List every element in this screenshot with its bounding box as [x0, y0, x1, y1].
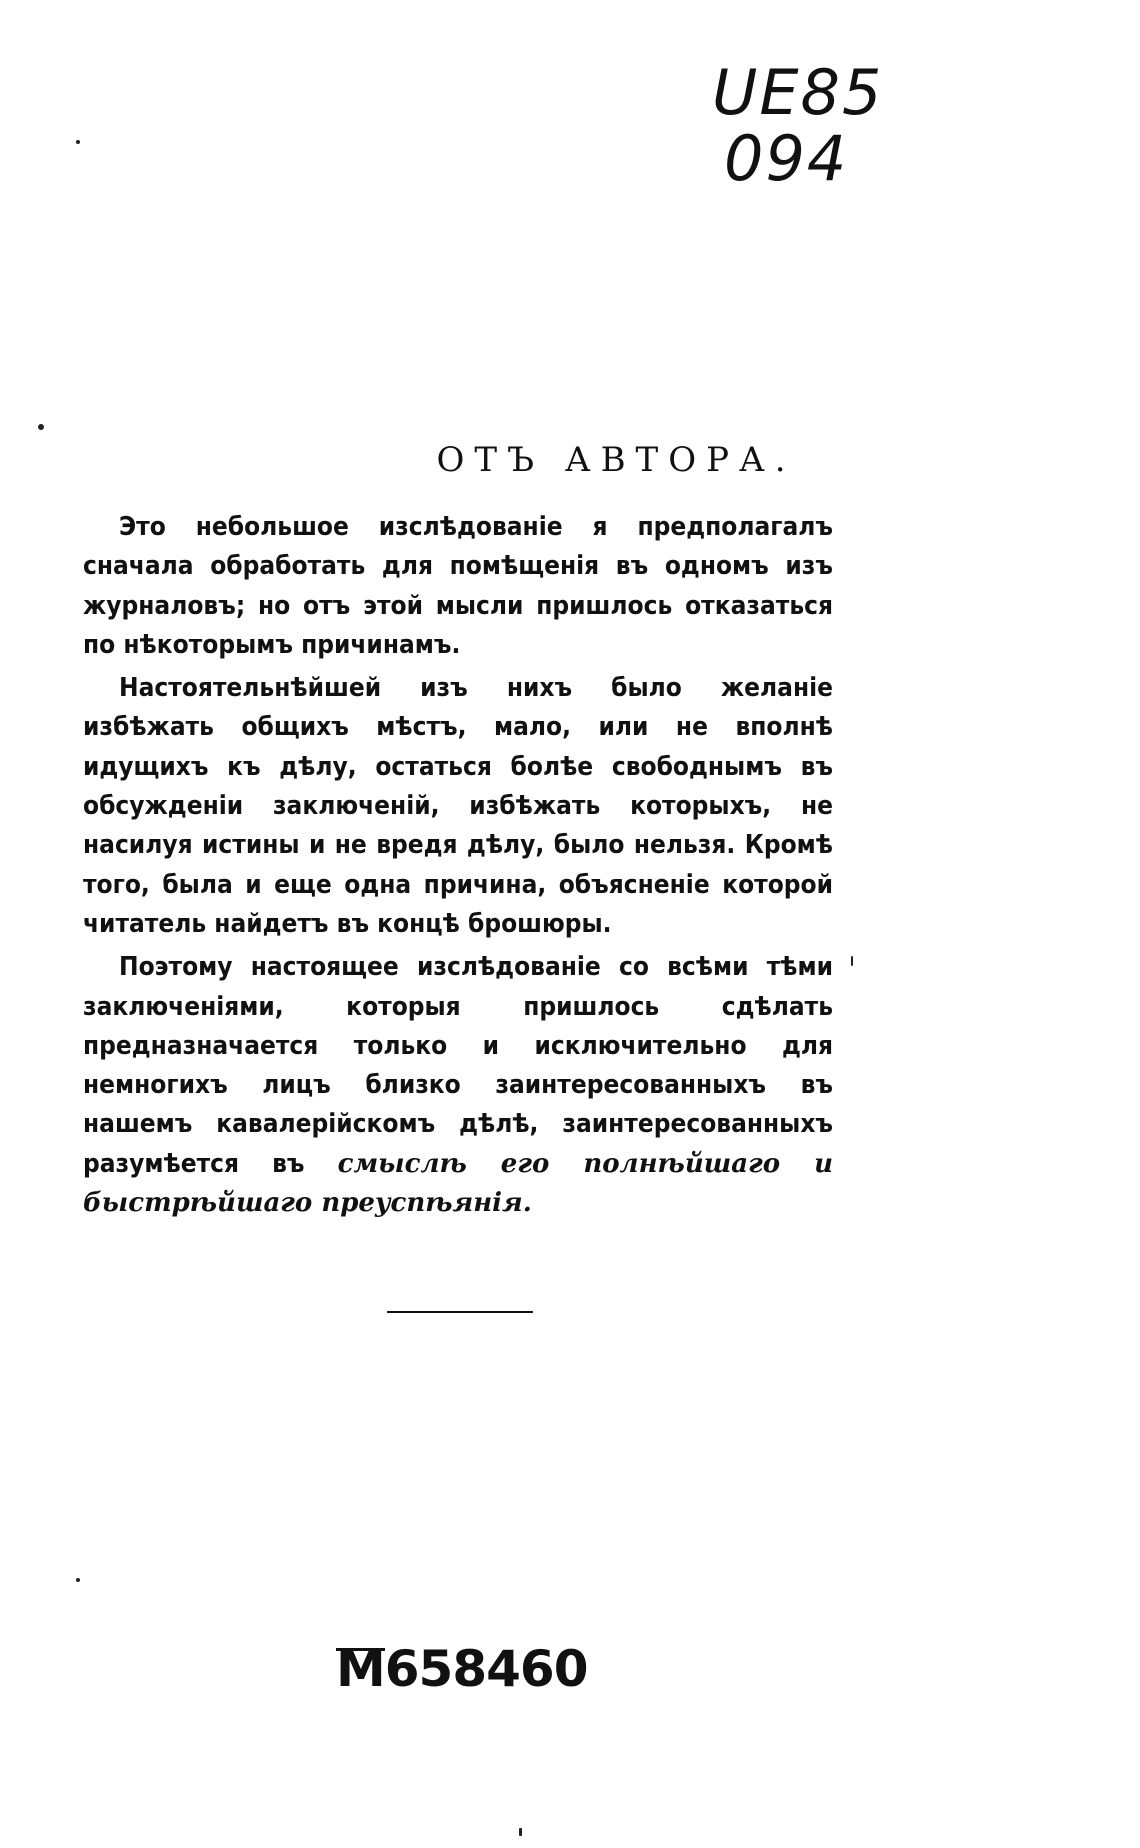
stamp-number: 658460 — [384, 1640, 588, 1698]
preface-body — [83, 508, 833, 1227]
scan-speck — [851, 956, 853, 966]
call-number-line-2: 094 — [724, 122, 849, 195]
divider-rule — [387, 1311, 533, 1313]
page-heading-text: ОТЪ АВТОРА. — [436, 440, 796, 480]
scan-speck — [519, 1828, 522, 1836]
library-stamp — [336, 1640, 588, 1698]
paragraph-2: Настоятельнѣйшей изъ нихъ было желаніе избѣжать общихъ мѣстъ, мало, или не вполнѣ идущихъ къ дѣлу, остаться болѣе свободнымъ въ обсужденіи заключеній, избѣжать которыхъ, не насилуя истины и не вредя дѣлу, было нельзя. Кромѣ того, была и еще одна причина, объясненіе которой читатель найдетъ въ концѣ брошюры. — [83, 673, 833, 939]
page-heading — [0, 440, 1140, 480]
paragraph-3-italic-text: смыслѣ его полнѣйшаго и быстрѣйшаго преуспѣянія. — [83, 1148, 833, 1219]
scan-speck — [76, 140, 80, 144]
scan-speck — [38, 424, 44, 430]
paragraph-3 — [83, 948, 833, 1223]
call-number-line-1: UE85 — [712, 56, 884, 129]
stamp-prefix: M — [336, 1640, 385, 1698]
paragraph-1: Это небольшое изслѣдованіе я предполагалъ сначала обработать для помѣщенія въ одномъ изъ журналовъ; но отъ этой мысли пришлось отказаться по нѣкоторымъ причинамъ. — [83, 512, 833, 660]
scan-speck — [76, 1578, 80, 1582]
handwritten-call-number — [712, 56, 932, 200]
paragraph-3-text: Поэтому настоящее изслѣдованіе со всѣми тѣми заключеніями, которыя пришлось сдѣлать предназначается только и исключительно для немногихъ лицъ близко заинтересованныхъ въ нашемъ кавалерійскомъ дѣлѣ, заинтересованныхъ разумѣется въ — [83, 952, 833, 1179]
